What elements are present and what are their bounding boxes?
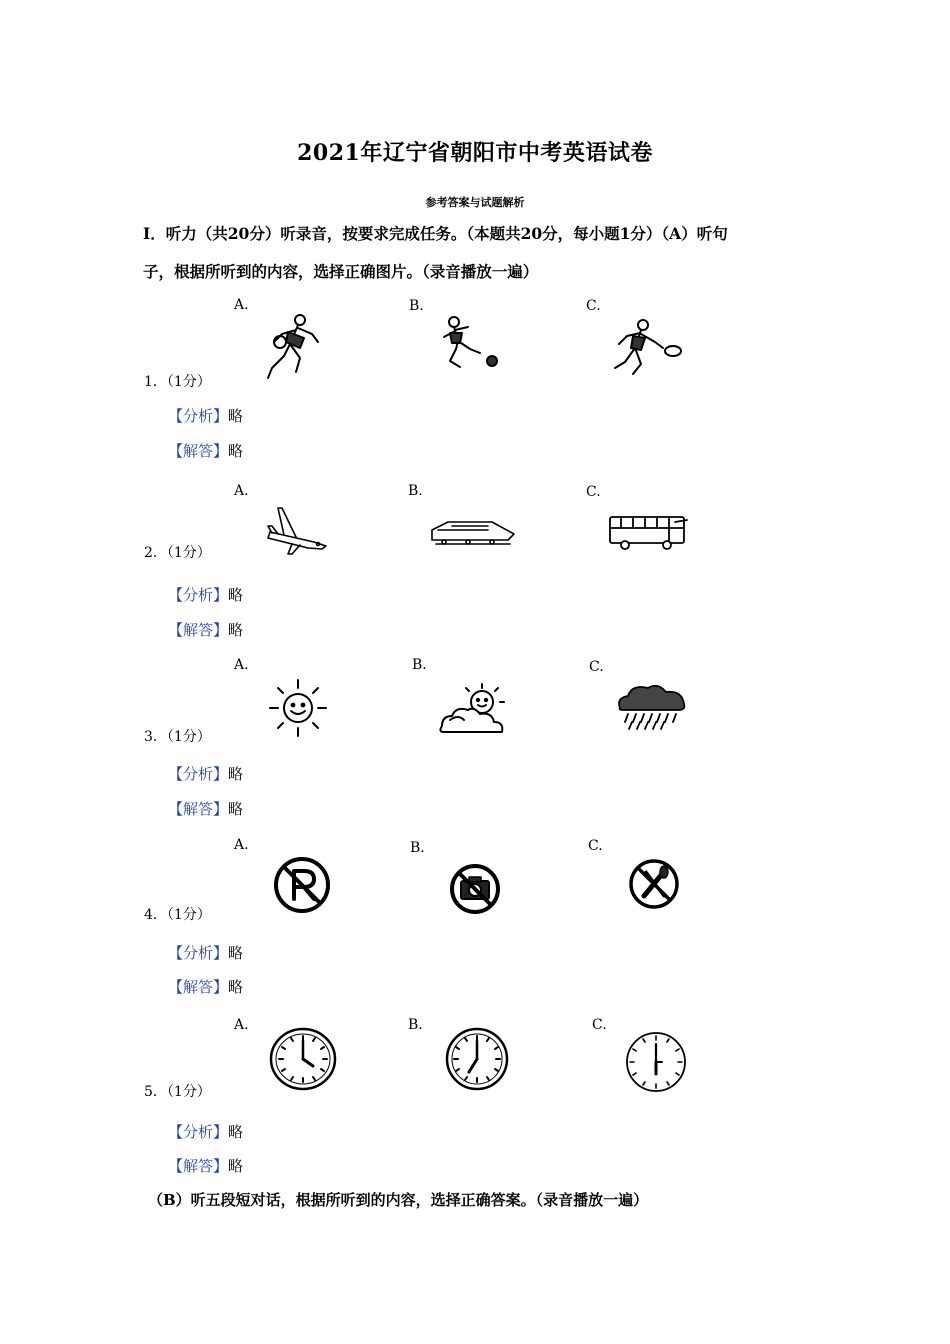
option-label-a: A. (234, 837, 249, 853)
question-3-answer: 【解答】略 (168, 800, 244, 818)
option-label-b: B. (409, 298, 424, 314)
question-4-label: 4．（1分） (144, 907, 211, 923)
rain-cloud-icon (614, 682, 688, 730)
option-label-c: C. (588, 838, 603, 854)
section-b-instruction: （B）听五段短对话，根据所听到的内容，选择正确答案。（录音播放一遍） (148, 1191, 649, 1209)
clock-six-icon (624, 1030, 688, 1094)
soccer-player-icon (436, 315, 502, 373)
high-speed-train-icon (428, 514, 518, 548)
option-label-c: C. (586, 298, 601, 314)
sun-behind-cloud-icon (436, 680, 510, 736)
option-label-b: B. (408, 483, 423, 499)
question-3-label: 3．（1分） (144, 729, 211, 745)
option-label-b: B. (410, 840, 425, 856)
question-5-answer: 【解答】略 (168, 1157, 244, 1175)
option-label-a: A. (234, 1017, 249, 1033)
option-label-c: C. (592, 1017, 607, 1033)
no-photography-icon (448, 862, 502, 916)
no-parking-icon (272, 855, 332, 915)
question-4-answer: 【解答】略 (168, 978, 244, 996)
page-title: 2021年辽宁省朝阳市中考英语试卷 (297, 140, 653, 166)
option-label-a: A. (234, 657, 249, 673)
section-1-instruction-line2: 子，根据所听到的内容，选择正确图片。（录音播放一遍） (143, 262, 539, 281)
option-label-c: C. (589, 659, 604, 675)
clock-four-icon (268, 1026, 338, 1092)
question-2-label: 2．（1分） (144, 545, 211, 561)
question-2-answer: 【解答】略 (168, 621, 244, 639)
option-label-b: B. (408, 1017, 423, 1033)
clock-seven-icon (444, 1026, 510, 1092)
question-4-analysis: 【分析】略 (168, 944, 244, 962)
page-subtitle: 参考答案与试题解析 (425, 196, 525, 209)
question-3-analysis: 【分析】略 (168, 765, 244, 783)
question-1-label: 1．（1分） (144, 374, 211, 390)
sun-icon (266, 676, 330, 740)
option-label-b: B. (412, 657, 427, 673)
question-1-answer: 【解答】略 (168, 442, 244, 460)
option-label-c: C. (586, 484, 601, 500)
airplane-icon (264, 502, 330, 556)
basketball-player-icon (260, 312, 324, 382)
bus-icon (607, 514, 689, 552)
question-2-analysis: 【分析】略 (168, 586, 244, 604)
question-1-analysis: 【分析】略 (168, 407, 244, 425)
question-5-analysis: 【分析】略 (168, 1123, 244, 1141)
option-label-a: A. (234, 297, 249, 313)
option-label-a: A. (234, 483, 249, 499)
badminton-player-icon (603, 318, 685, 380)
section-1-instruction-line1: I．听力（共20分）听录音，按要求完成任务。（本题共20分，每小题1分）（A）听句 (143, 224, 728, 243)
no-eating-icon (626, 856, 682, 912)
question-5-label: 5．（1分） (144, 1084, 211, 1100)
